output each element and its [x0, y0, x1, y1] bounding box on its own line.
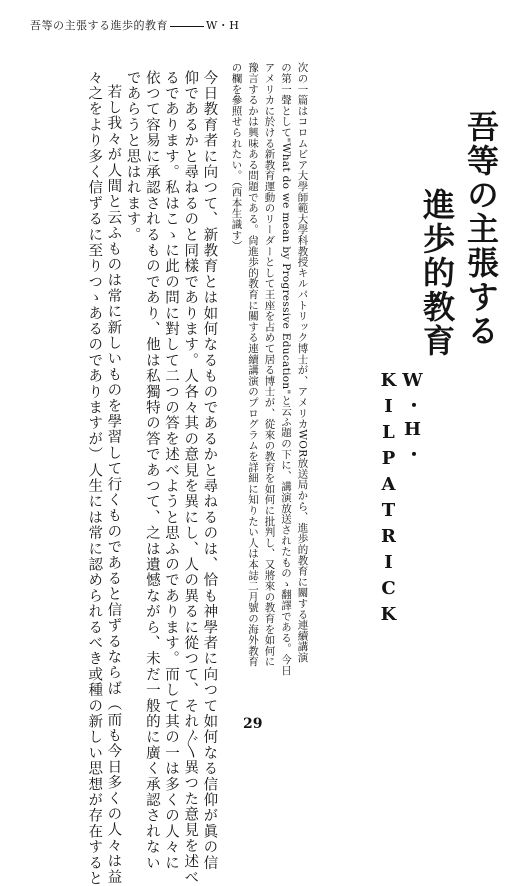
body-column: 依つて容易に承認されるものであり、他は私獨特の答であつて、之は遺憾ながら、未だ一般的に廣く承認されない	[143, 70, 160, 871]
body-column: 若し我々が人間と云ふものは常に新しいものを學習して行くものであると信ずるならば（而も今日多くの人々は益	[105, 84, 122, 885]
page-number: 29	[243, 716, 263, 732]
intro-column: の第一聲として"What do we mean by Progressive Education"と云ふ題の下に、講演放送されたものゝ翻譯である。今日	[280, 62, 292, 676]
body-column: るであります。私はこゝに此の問に對して二つの答を述べようと思ふのであります。而して其の一は多くの人々に	[163, 70, 180, 871]
intro-column: 次の一篇はコロムビア大學師範大學科教授キルパトリック博士が、アメリカWOR放送局から、進歩的教育に關する連續講演	[296, 62, 309, 663]
body-column: 々之をより多く信ずるに至りつゝあるのでありますが）人生には常に認められるべき或種の新しい思想が存在すると	[86, 70, 103, 886]
running-header-author: W・H	[206, 19, 240, 32]
article-author: W・H・KILPATRICK	[378, 370, 423, 630]
article-title	[415, 110, 503, 510]
article-title-line: 進歩的教育	[418, 188, 456, 358]
body-column: 仰であるかと尋ねるのと同樣であります。人各々其の意見を異にし、人の異るに從つて、それ〴〵異つた意見を述べ	[182, 70, 199, 886]
header-dash-rule	[170, 26, 204, 27]
article-title-line: 吾等の主張する	[462, 110, 500, 348]
running-header-title: 吾等の主張する進歩的教育	[30, 19, 168, 32]
article-body	[84, 70, 218, 886]
running-header	[30, 17, 239, 33]
intro-column: の欄を參照せられたい。（西本生識す）	[230, 62, 243, 252]
editor-introduction	[228, 62, 311, 676]
body-column: であらうと思はれます。	[124, 70, 141, 243]
intro-column: アメリカに於ける新教育運動のリーダーとして王座を占めて居る博士が、從來の教育を如何に批判し、又將來の教育を如何に	[263, 62, 276, 667]
body-column: 今日教育者に向つて、新教育とは如何なるものであるかと尋ねるのは、恰も神學者に向つて如何なる信仰が眞の信	[201, 70, 218, 871]
intro-column: 豫言するかは興味ある問題である。尙進歩的教育に關する連續講演のプログラムを詳細に知りたい人は本誌二月號の海外教育	[247, 62, 259, 667]
